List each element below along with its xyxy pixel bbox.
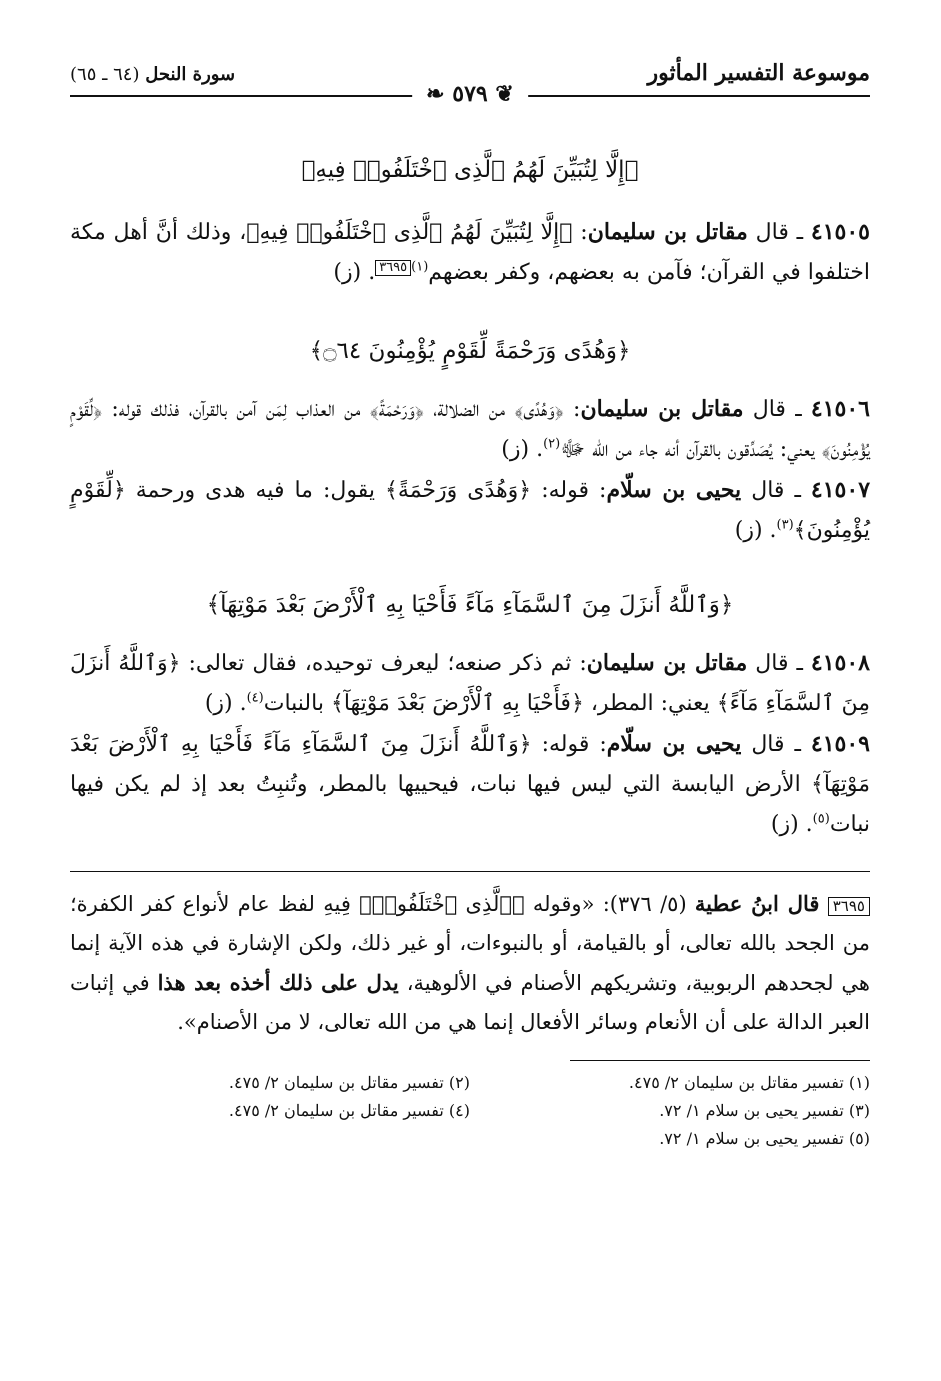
narration-dash: ـ قال (741, 478, 811, 503)
footnote: (٤) تفسير مقاتل بن سليمان ٢/ ٤٧٥. (228, 1101, 470, 1120)
narration-tail: . (ز) (734, 518, 777, 543)
page-number (412, 81, 528, 107)
footnote: (١) تفسير مقاتل بن سليمان ٢/ ٤٧٥. (628, 1073, 870, 1092)
commentary-bold-part: يدل على ذلك أخذه بعد هذا (157, 970, 399, 995)
narration-text: : قوله: ﴿وَهُدًى وَرَحْمَةً﴾ يقول: ما فيه هدى ورحمة ﴿لِّقَوْمٍ يُؤْمِنُونَ﴾ (70, 478, 870, 543)
footnote-ref: (٢) (543, 436, 561, 452)
narration-number: ٤١٥٠٦ (810, 396, 870, 422)
commentary-box-ref: ٣٦٩٥ (375, 260, 411, 276)
narrator-name: مقاتل بن سليمان (587, 219, 748, 245)
footnote-ref: (٤) (246, 690, 264, 706)
narration-tail: . (ز) (770, 812, 813, 837)
narration-number: ٤١٥٠٩ (810, 731, 870, 757)
commentary-separator (70, 871, 870, 872)
narrator-name: مقاتل بن سليمان (580, 396, 744, 422)
narration-text: : ثم ذكر صنعه؛ ليعرف توحيده، فقال تعالى: ﴿وَٱللَّهُ أَنزَلَ مِنَ ٱلسَّمَآءِ مَآءً﴾ يعني: المطر، ﴿فَأَحْيَا بِهِ ٱلْأَرْضَ بَعْدَ مَوْتِهَآ﴾ بالنبات (70, 651, 870, 716)
narration-dash: ـ قال (747, 220, 811, 245)
quran-verse: ﴿إِلَّا لِتُبَيِّنَ لَهُمُ ٱلَّذِى ٱخْتَلَفُوا۟ فِيهِ﴾ (301, 157, 639, 183)
commentary-rest: في إثبات العبر الدالة على أن الأنعام وسائر الأفعال إنما هي من الله تعالى، لا من الأصنام». (70, 971, 870, 1034)
quran-verse: ﴿وَهُدًى وَرَحْمَةً لِّقَوْمٍ يُؤْمِنُونَ ۝٦٤﴾ (309, 338, 631, 364)
narration-paragraph (70, 724, 870, 845)
narration-text: : قوله: ﴿وَٱللَّهُ أَنزَلَ مِنَ ٱلسَّمَآءِ مَآءً فَأَحْيَا بِهِ ٱلْأَرْضَ بَعْدَ مَوْتِهَآ﴾ الأرض اليابسة التي ليس فيها نبات، فيحييها بالمطر، وتُنبِتُ بعد إذ لم يكن فيها نبات (70, 732, 870, 837)
ornament-icon: ❦ (487, 81, 514, 107)
footnotes-separator (570, 1060, 870, 1061)
commentary-box-number: ٣٦٩٥ (828, 897, 870, 916)
page (70, 52, 870, 1153)
footnote-ref: (٣) (776, 517, 794, 533)
footnote-ref: (٥) (812, 811, 830, 827)
narration-tail: . (ز) (204, 691, 247, 716)
narration-number: ٤١٥٠٧ (810, 477, 871, 503)
narration-dash: ـ قال (747, 651, 811, 676)
commentary-author: قال ابنُ عطية (694, 891, 820, 916)
commentary-source: (٥/ ٣٧٦): «وقوله ﴿ٱلَّذِى ٱخْتَلَفُوا۟﴾ فِيهِ لفظ عام لأنواع كفر الكفرة؛ من الجحد بالله تعالى، أو بالقيامة، أو بالنبوءات، أو غير ذلك، ولكن الإشارة في هذه الآية إنما هي لجحدهم الربوبية، وتشريكهم الأصنام في الألوهية، (70, 892, 871, 995)
narration-paragraph (70, 212, 870, 293)
commentary-paragraph (70, 884, 870, 1042)
narration-tail: . (ز) (501, 437, 544, 462)
narration-paragraph (70, 470, 870, 551)
narration-paragraph (70, 643, 870, 724)
narration-tail: . (ز) (333, 260, 376, 285)
narration-text: : ﴿وَهُدًى﴾ من الضلالة، ﴿وَرَحْمَةً﴾ من العذاب لِمَن آمن بالقرآن، فذلك قوله: ﴿لِّقَوْمٍ يُؤْمِنُونَ﴾ يعني: يُصَدِّقون بالقرآن أنه جاء من الله ﷻ (70, 397, 870, 462)
narration-number: ٤١٥٠٨ (810, 650, 870, 676)
footnotes (70, 1069, 870, 1153)
quran-verse: ﴿وَٱللَّهُ أَنزَلَ مِنَ ٱلسَّمَآءِ مَآءً فَأَحْيَا بِهِ ٱلْأَرْضَ بَعْدَ مَوْتِهَآ﴾ (206, 592, 734, 618)
ornament-icon: ❧ (426, 81, 453, 107)
narration-text: : ﴿إِلَّا لِتُبَيِّنَ لَهُمُ ٱلَّذِى ٱخْتَلَفُوا۟ فِيهِ﴾، وذلك أنَّ أهل مكة اختلفوا في القرآن؛ فآمن به بعضهم، وكفر بعضهم (70, 220, 870, 285)
footnote: (٣) تفسير يحيى بن سلام ١/ ٧٢. (659, 1101, 870, 1120)
narration-number: ٤١٥٠٥ (810, 219, 870, 245)
sura-label (70, 64, 235, 85)
narration-dash: ـ قال (741, 732, 811, 757)
narration-paragraph (70, 389, 870, 470)
narrator-name: يحيى بن سلّام (606, 477, 742, 503)
footnote: (٥) تفسير يحيى بن سلام ١/ ٧٢. (659, 1129, 870, 1148)
book-title: موسوعة التفسير المأثور (647, 60, 870, 86)
narration-dash: ـ قال (743, 397, 811, 422)
page-number-value: ٥٧٩ (452, 81, 488, 107)
footnote-ref: (١) (411, 259, 429, 275)
verse-range: (٦٤ ـ ٦٥) (70, 64, 140, 85)
page-header (70, 52, 870, 112)
narrator-name: يحيى بن سلّام (606, 731, 742, 757)
narrator-name: مقاتل بن سليمان (586, 650, 748, 676)
sura-name: سورة النحل (145, 64, 236, 85)
footnote: (٢) تفسير مقاتل بن سليمان ٢/ ٤٧٥. (228, 1073, 470, 1092)
